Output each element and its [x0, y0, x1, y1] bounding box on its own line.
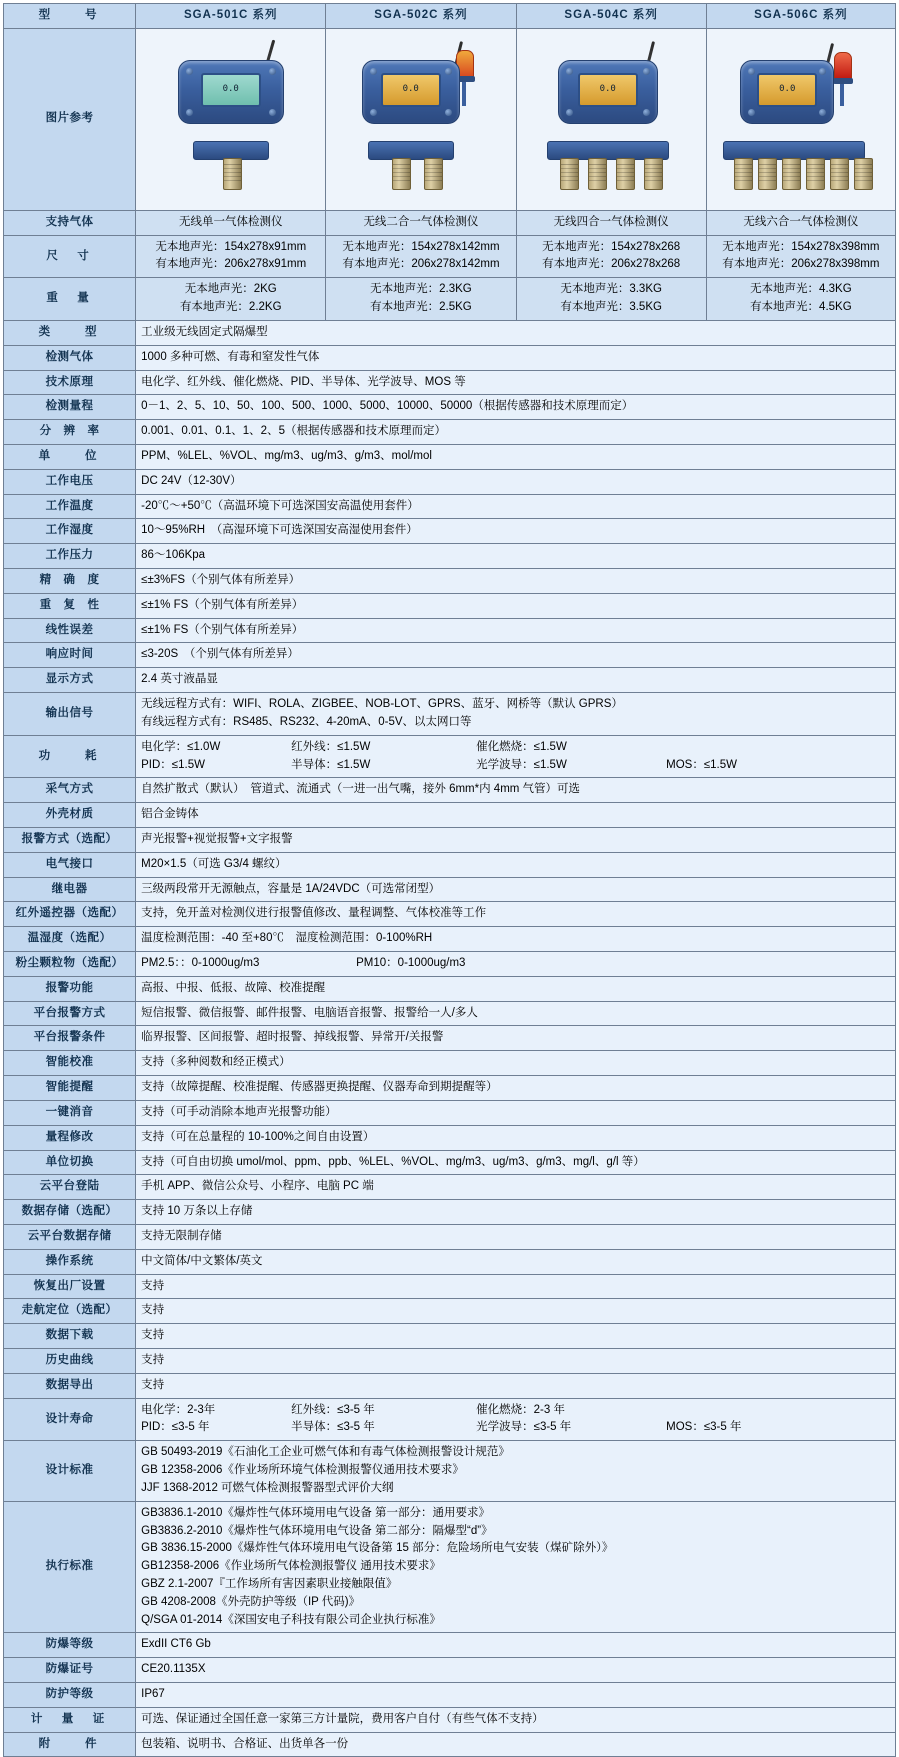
row-value-housing: 铝合金铸体: [136, 803, 896, 828]
bolt-icon: [819, 68, 826, 75]
row-label-accessories: 附 件: [4, 1732, 136, 1757]
table-row-resolution: [4, 420, 896, 445]
model-504c: SGA-504C 系列: [516, 4, 706, 29]
bolt-icon: [748, 109, 755, 116]
weight-504c: 无本地声光：3.3KG 有本地声光：3.5KG: [516, 278, 706, 321]
row-value-alarm-mode: 声光报警+视觉报警+文字报警: [136, 827, 896, 852]
table-row-alarm-mode: [4, 827, 896, 852]
row-label-humidity: 工作湿度: [4, 519, 136, 544]
table-row-smart-reminder: [4, 1076, 896, 1101]
row-value-smart-calibration: 支持（多种阅数和经正模式）: [136, 1051, 896, 1076]
table-row-design-life: [4, 1398, 896, 1441]
row-label-image-reference: 图片参考: [4, 28, 136, 210]
row-value-design-standard: GB 50493-2019《石油化工企业可燃气体和有毒气体检测报警设计规范》 GB 12358-2006《作业场所环境气体检测报警仪通用技术要求》 JJF 1368-2012 可燃气体检测报警器型式评价大纲: [136, 1441, 896, 1501]
row-value-display: 2.4 英寸液晶显: [136, 668, 896, 693]
enclosure-body: [558, 60, 658, 124]
row-value-range: 0－1、2、5、10、50、100、500、1000、5000、10000、50000（根据传感器和技术原理而定）: [136, 395, 896, 420]
row-value-range-modify: 支持（可在总量程的 10-100%之间自由设置）: [136, 1125, 896, 1150]
row-label-voltage: 工作电压: [4, 469, 136, 494]
supported-gas-504c: 无线四合一气体检测仪: [516, 210, 706, 235]
table-row-repeatability: [4, 593, 896, 618]
weight-506c: 无本地声光：4.3KG 有本地声光：4.5KG: [706, 278, 895, 321]
bolt-icon: [643, 68, 650, 75]
row-label-output-signal: 输出信号: [4, 693, 136, 736]
row-value-platform-alarm-mode: 短信报警、微信报警、邮件报警、电脑语音报警、报警给一人/多人: [136, 1001, 896, 1026]
table-row-accessories: [4, 1732, 896, 1757]
enclosure-body: [178, 60, 284, 124]
table-row-mobile-positioning: [4, 1299, 896, 1324]
row-value-type: 工业级无线固定式隔爆型: [136, 320, 896, 345]
row-value-unit-switch: 支持（可自由切换 umol/mol、ppm、ppb、%LEL、%VOL、mg/m3、ug/m3、g/m3、mg/l、g/l 等）: [136, 1150, 896, 1175]
table-row-humidity: [4, 519, 896, 544]
row-value-data-storage: 支持 10 万条以上存储: [136, 1200, 896, 1225]
size-501c: 无本地声光：154x278x91mm 有本地声光：206x278x91mm: [136, 235, 326, 278]
bolt-icon: [643, 109, 650, 116]
device-image-506c: [706, 28, 895, 210]
sensor-probe: [758, 158, 777, 190]
table-row-output-signal: [4, 693, 896, 736]
row-value-repeatability: ≤±1% FS（个别气体有所差异）: [136, 593, 896, 618]
row-label-technology: 技术原理: [4, 370, 136, 395]
row-label-unit-switch: 单位切换: [4, 1150, 136, 1175]
table-row-linearity: [4, 618, 896, 643]
row-label-data-download: 数据下载: [4, 1324, 136, 1349]
table-row-execution-standard: [4, 1501, 896, 1633]
table-row-supported-gas: [4, 210, 896, 235]
row-label-response-time: 响应时间: [4, 643, 136, 668]
row-value-execution-standard: GB3836.1-2010《爆炸性气体环境用电气设备 第一部分：通用要求》 GB3836.2-2010《爆炸性气体环境用电气设备 第二部分：隔爆型“d”》 GB 3836.15-2000《爆炸性气体环境用电气设备第 15 部分：危险场所电气安装（煤矿除外）》 GB12358-2006《作业场所气体检测报警仪 通用技术要求》 GBZ 2.1-2007『工作场所有害因素职业接触限值》 GB 4208-2008《外壳防护等级（IP 代码)》 Q/SGA 01-2014《深国安电子科技有限公司企业执行标准》: [136, 1501, 896, 1633]
table-row-image-reference: [4, 28, 896, 210]
table-row-data-export: [4, 1373, 896, 1398]
table-row-weight: [4, 278, 896, 321]
row-value-ex-certificate: CE20.1135X: [136, 1658, 896, 1683]
row-label-relay: 继电器: [4, 877, 136, 902]
row-value-cloud-storage: 支持无限制存储: [136, 1224, 896, 1249]
row-value-smart-reminder: 支持（故障提醒、校准提醒、传感器更换提醒、仪器寿命到期提醒等）: [136, 1076, 896, 1101]
sensor-probe: [392, 158, 411, 190]
row-value-alarm-function: 高报、中报、低报、故障、校准提醒: [136, 976, 896, 1001]
row-label-factory-reset: 恢复出厂设置: [4, 1274, 136, 1299]
row-label-ex-rating: 防爆等级: [4, 1633, 136, 1658]
row-label-mute: 一键消音: [4, 1100, 136, 1125]
row-value-technology: 电化学、红外线、催化燃烧、PID、半导体、光学波导、MOS 等: [136, 370, 896, 395]
device-image-502c: [326, 28, 516, 210]
row-value-factory-reset: 支持: [136, 1274, 896, 1299]
table-row-history-curve: [4, 1349, 896, 1374]
row-value-mute: 支持（可手动消除本地声光报警功能）: [136, 1100, 896, 1125]
specification-table: [3, 3, 896, 1757]
row-value-power: 电化学：≤1.0W 红外线：≤1.5W 催化燃烧：≤1.5W PID：≤1.5W 半导体：≤1.5W 光学波导：≤1.5W MOS：≤1.5W: [136, 735, 896, 778]
row-label-range-modify: 量程修改: [4, 1125, 136, 1150]
sensor-probe: [830, 158, 849, 190]
table-row-response-time: [4, 643, 896, 668]
detector-illustration-dual: [336, 32, 506, 200]
bolt-icon: [186, 68, 193, 75]
row-value-linearity: ≤±1% FS（个别气体有所差异）: [136, 618, 896, 643]
row-label-ir-remote: 红外遥控器（选配）: [4, 902, 136, 927]
row-value-pressure: 86～106Kpa: [136, 544, 896, 569]
bolt-icon: [370, 109, 377, 116]
table-row-unit-switch: [4, 1150, 896, 1175]
row-label-type: 类 型: [4, 320, 136, 345]
weight-502c: 无本地声光：2.3KG 有本地声光：2.5KG: [326, 278, 516, 321]
row-value-temperature: -20℃～+50℃（高温环境下可选深国安高温使用套件）: [136, 494, 896, 519]
bolt-icon: [445, 109, 452, 116]
detector-illustration-single: [146, 32, 316, 200]
sensor-probe: [424, 158, 443, 190]
row-value-os: 中文简体/中文繁体/英文: [136, 1249, 896, 1274]
row-value-response-time: ≤3-20S （个别气体有所差异）: [136, 643, 896, 668]
row-value-dust: PM2.5：：0-1000ug/m3 PM10：0-1000ug/m3: [136, 952, 896, 977]
enclosure-body: [740, 60, 834, 124]
table-row-smart-calibration: [4, 1051, 896, 1076]
table-row-range: [4, 395, 896, 420]
enclosure-body: [362, 60, 460, 124]
row-label-range: 检测量程: [4, 395, 136, 420]
sensor-probe: [734, 158, 753, 190]
row-value-platform-alarm-condition: 临界报警、区间报警、超时报警、掉线报警、异常开/关报警: [136, 1026, 896, 1051]
row-value-electrical-interface: M20×1.5（可选 G3/4 螺纹）: [136, 852, 896, 877]
row-label-pressure: 工作压力: [4, 544, 136, 569]
display-screen: [757, 73, 817, 107]
bolt-icon: [819, 109, 826, 116]
model-501c: SGA-501C 系列: [136, 4, 326, 29]
table-row-mute: [4, 1100, 896, 1125]
row-label-resolution: 分 辨 率: [4, 420, 136, 445]
row-label-mobile-positioning: 走航定位（选配）: [4, 1299, 136, 1324]
table-row-os: [4, 1249, 896, 1274]
table-row-type: [4, 320, 896, 345]
row-label-cloud-login: 云平台登陆: [4, 1175, 136, 1200]
table-row-data-download: [4, 1324, 896, 1349]
table-row-size: [4, 235, 896, 278]
bolt-icon: [269, 109, 276, 116]
table-row-accuracy: [4, 569, 896, 594]
table-row-cloud-login: [4, 1175, 896, 1200]
row-value-history-curve: 支持: [136, 1349, 896, 1374]
row-label-cloud-storage: 云平台数据存储: [4, 1224, 136, 1249]
row-label-housing: 外壳材质: [4, 803, 136, 828]
display-value: 0.0: [599, 83, 616, 94]
bolt-icon: [269, 68, 276, 75]
bolt-icon: [370, 68, 377, 75]
row-label-design-life: 设计寿命: [4, 1398, 136, 1441]
sensor-probe: [223, 158, 242, 190]
sensor-probe: [588, 158, 607, 190]
row-label-linearity: 线性误差: [4, 618, 136, 643]
row-label-size: 尺 寸: [4, 235, 136, 278]
sensor-probe: [560, 158, 579, 190]
display-screen: [381, 73, 441, 107]
bolt-icon: [186, 109, 193, 116]
table-row-temperature: [4, 494, 896, 519]
row-label-model: 型 号: [4, 4, 136, 29]
row-label-metrology-certificate: 计 量 证: [4, 1707, 136, 1732]
row-value-data-download: 支持: [136, 1324, 896, 1349]
display-value: 0.0: [222, 83, 239, 94]
table-row-technology: [4, 370, 896, 395]
device-image-501c: [136, 28, 326, 210]
table-row-design-standard: [4, 1441, 896, 1501]
table-row-platform-alarm-mode: [4, 1001, 896, 1026]
model-502c: SGA-502C 系列: [326, 4, 516, 29]
display-value: 0.0: [779, 83, 796, 94]
table-row-voltage: [4, 469, 896, 494]
sensor-probe: [854, 158, 873, 190]
alarm-beacon-icon: [834, 52, 852, 80]
row-value-data-export: 支持: [136, 1373, 896, 1398]
table-row-metrology-certificate: [4, 1707, 896, 1732]
model-506c: SGA-506C 系列: [706, 4, 895, 29]
row-value-metrology-certificate: 可选、保证通过全国任意一家第三方计量院，费用客户自付（有些气体不支持）: [136, 1707, 896, 1732]
sensor-probe: [644, 158, 663, 190]
table-row-display: [4, 668, 896, 693]
table-row-ex-rating: [4, 1633, 896, 1658]
sensor-probe: [782, 158, 801, 190]
row-label-accuracy: 精 确 度: [4, 569, 136, 594]
row-label-platform-alarm-condition: 平台报警条件: [4, 1026, 136, 1051]
row-label-ex-certificate: 防爆证号: [4, 1658, 136, 1683]
display-value: 0.0: [402, 83, 419, 94]
row-label-data-storage: 数据存储（选配）: [4, 1200, 136, 1225]
weight-501c: 无本地声光：2KG 有本地声光：2.2KG: [136, 278, 326, 321]
table-row-pressure: [4, 544, 896, 569]
table-row-data-storage: [4, 1200, 896, 1225]
bolt-icon: [748, 68, 755, 75]
row-label-smart-reminder: 智能提醒: [4, 1076, 136, 1101]
display-screen: [578, 73, 638, 107]
row-value-ir-remote: 支持，免开盖对检测仪进行报警值修改、量程调整、气体校准等工作: [136, 902, 896, 927]
size-502c: 无本地声光：154x278x142mm 有本地声光：206x278x142mm: [326, 235, 516, 278]
row-value-accessories: 包装箱、说明书、合格证、出货单各一份: [136, 1732, 896, 1757]
row-label-repeatability: 重 复 性: [4, 593, 136, 618]
bolt-icon: [566, 68, 573, 75]
display-screen: [201, 73, 261, 107]
row-value-ex-rating: ExdII CT6 Gb: [136, 1633, 896, 1658]
supported-gas-501c: 无线单一气体检测仪: [136, 210, 326, 235]
row-label-sampling: 采气方式: [4, 778, 136, 803]
table-row-temp-humidity-option: [4, 927, 896, 952]
table-row-cloud-storage: [4, 1224, 896, 1249]
table-row-ir-remote: [4, 902, 896, 927]
row-label-detected-gas: 检测气体: [4, 345, 136, 370]
row-label-unit: 单 位: [4, 444, 136, 469]
row-label-platform-alarm-mode: 平台报警方式: [4, 1001, 136, 1026]
table-row-power: [4, 735, 896, 778]
bolt-icon: [445, 68, 452, 75]
supported-gas-506c: 无线六合一气体检测仪: [706, 210, 895, 235]
row-value-sampling: 自然扩散式（默认） 管道式、流通式（一进一出气嘴，接外 6mm*内 4mm 气管）可选: [136, 778, 896, 803]
row-label-electrical-interface: 电气接口: [4, 852, 136, 877]
detector-illustration-six: [716, 32, 886, 200]
row-label-supported-gas: 支持气体: [4, 210, 136, 235]
table-row-range-modify: [4, 1125, 896, 1150]
row-label-data-export: 数据导出: [4, 1373, 136, 1398]
size-504c: 无本地声光：154x278x268 有本地声光：206x278x268: [516, 235, 706, 278]
row-label-execution-standard: 执行标准: [4, 1501, 136, 1633]
row-label-design-standard: 设计标准: [4, 1441, 136, 1501]
row-label-weight: 重 量: [4, 278, 136, 321]
device-image-504c: [516, 28, 706, 210]
size-506c: 无本地声光：154x278x398mm 有本地声光：206x278x398mm: [706, 235, 895, 278]
table-row-relay: [4, 877, 896, 902]
detector-illustration-quad: [526, 32, 696, 200]
row-label-alarm-mode: 报警方式（选配）: [4, 827, 136, 852]
row-label-history-curve: 历史曲线: [4, 1349, 136, 1374]
table-row-factory-reset: [4, 1274, 896, 1299]
row-label-alarm-function: 报警功能: [4, 976, 136, 1001]
table-row-housing: [4, 803, 896, 828]
row-value-unit: PPM、%LEL、%VOL、mg/m3、ug/m3、g/m3、mol/mol: [136, 444, 896, 469]
row-label-dust: 粉尘颗粒物（选配）: [4, 952, 136, 977]
sensor-probe: [616, 158, 635, 190]
table-row-ex-certificate: [4, 1658, 896, 1683]
row-label-power: 功 耗: [4, 735, 136, 778]
table-row-sampling: [4, 778, 896, 803]
row-value-relay: 三级两段常开无源触点，容量是 1A/24VDC（可选常闭型）: [136, 877, 896, 902]
row-value-design-life: 电化学：2-3年 红外线：≤3-5 年 催化燃烧：2-3 年 PID：≤3-5 年 半导体：≤3-5 年 光学波导：≤3-5 年 MOS：≤3-5 年: [136, 1398, 896, 1441]
table-row-model: [4, 4, 896, 29]
row-value-resolution: 0.001、0.01、0.1、1、2、5（根据传感器和技术原理而定）: [136, 420, 896, 445]
row-label-ip-rating: 防护等级: [4, 1683, 136, 1708]
row-value-cloud-login: 手机 APP、微信公众号、小程序、电脑 PC 端: [136, 1175, 896, 1200]
row-label-temperature: 工作温度: [4, 494, 136, 519]
row-value-humidity: 10～95%RH （高湿环境下可选深国安高湿使用套件）: [136, 519, 896, 544]
table-row-detected-gas: [4, 345, 896, 370]
row-label-display: 显示方式: [4, 668, 136, 693]
row-value-voltage: DC 24V（12-30V）: [136, 469, 896, 494]
table-row-electrical-interface: [4, 852, 896, 877]
bolt-icon: [566, 109, 573, 116]
row-label-os: 操作系统: [4, 1249, 136, 1274]
row-value-accuracy: ≤±3%FS（个别气体有所差异）: [136, 569, 896, 594]
table-row-dust: [4, 952, 896, 977]
row-value-detected-gas: 1000 多种可燃、有毒和窒发性气体: [136, 345, 896, 370]
row-value-mobile-positioning: 支持: [136, 1299, 896, 1324]
sensor-probe: [806, 158, 825, 190]
row-value-temp-humidity-option: 温度检测范围：-40 至+80℃ 湿度检测范围：0-100%RH: [136, 927, 896, 952]
table-row-alarm-function: [4, 976, 896, 1001]
row-value-output-signal: 无线远程方式有：WIFI、ROLA、ZIGBEE、NOB-LOT、GPRS、蓝牙、网桥等（默认 GPRS） 有线远程方式有：RS485、RS232、4-20mA、0-5V、以太网口等: [136, 693, 896, 736]
supported-gas-502c: 无线二合一气体检测仪: [326, 210, 516, 235]
table-row-platform-alarm-condition: [4, 1026, 896, 1051]
row-value-ip-rating: IP67: [136, 1683, 896, 1708]
row-label-smart-calibration: 智能校准: [4, 1051, 136, 1076]
row-label-temp-humidity-option: 温湿度（选配）: [4, 927, 136, 952]
table-row-ip-rating: [4, 1683, 896, 1708]
table-row-unit: [4, 444, 896, 469]
